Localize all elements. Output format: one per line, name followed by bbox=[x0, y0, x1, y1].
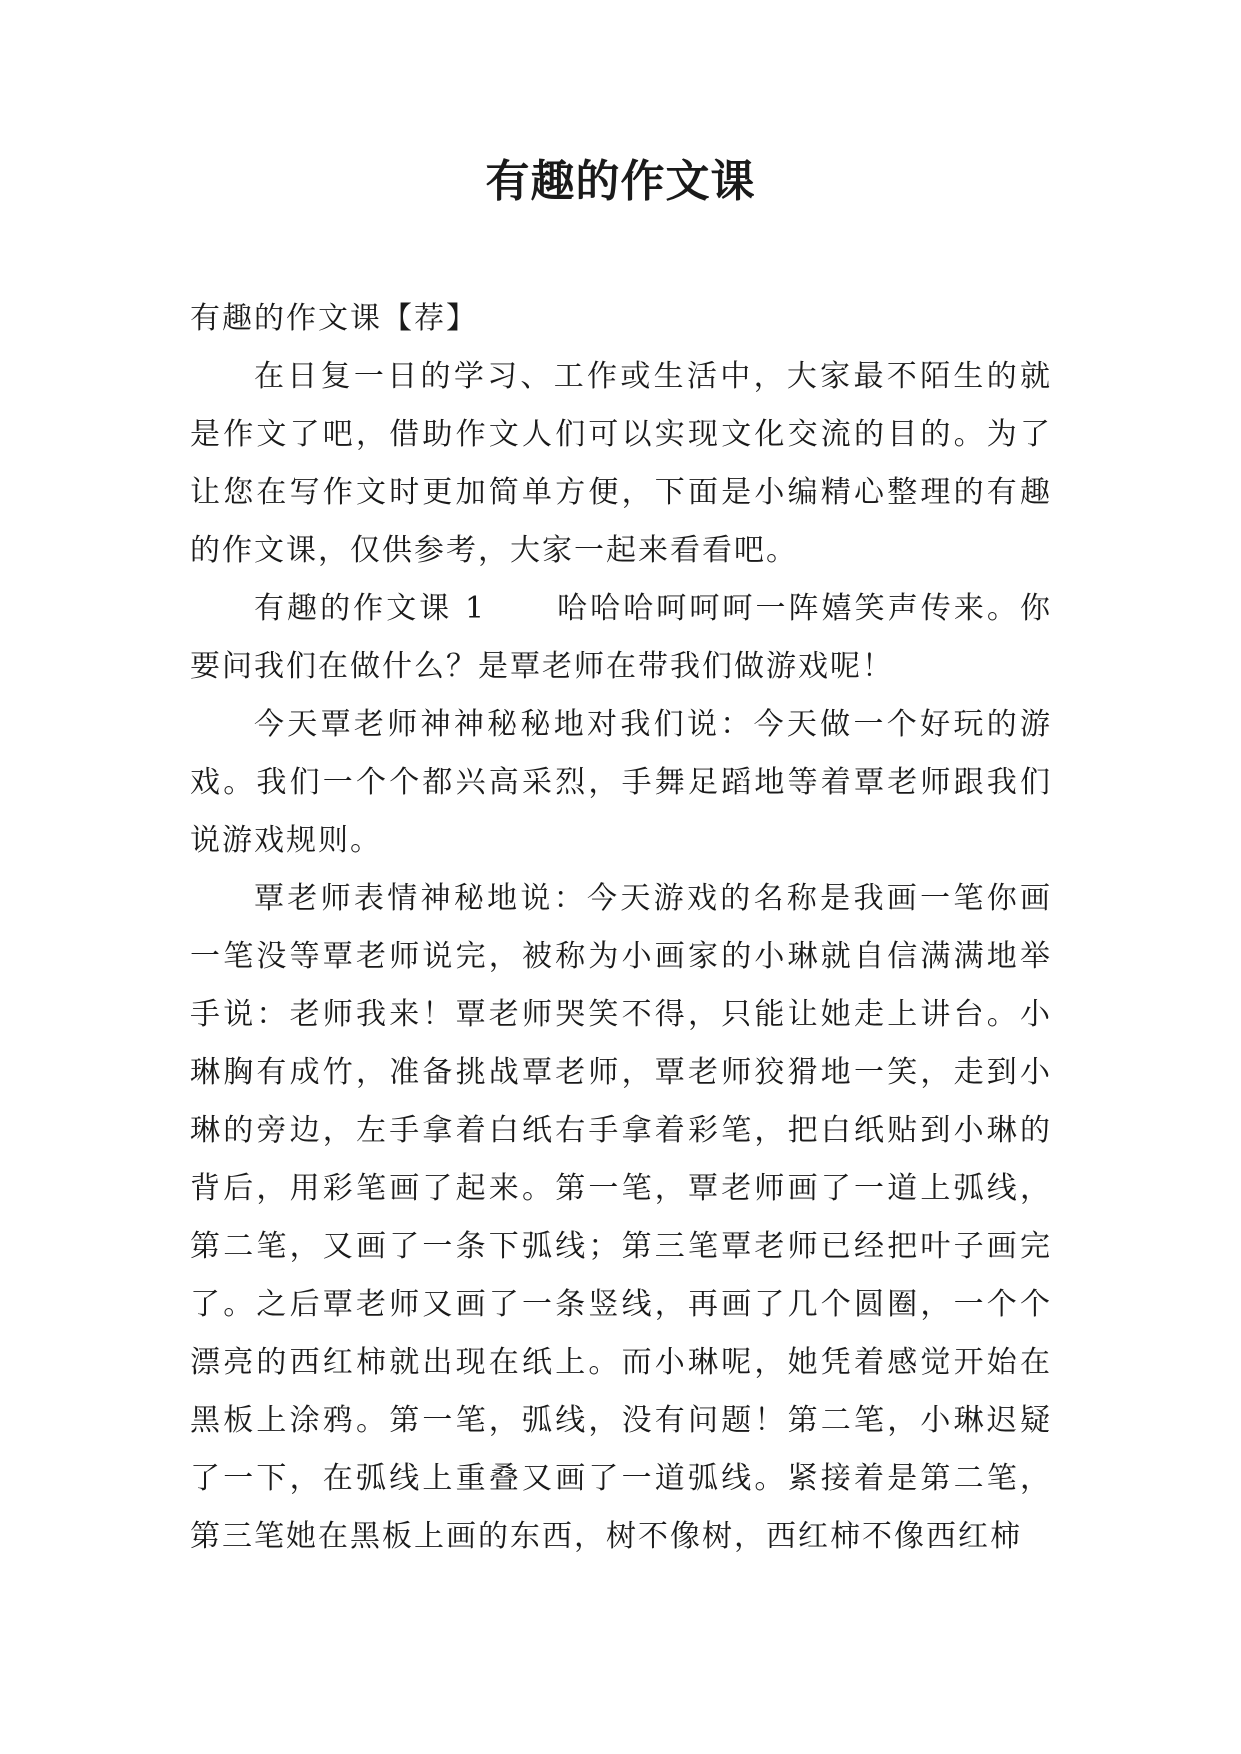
body-paragraph: 覃老师表情神秘地说：今天游戏的名称是我画一笔你画一笔没等覃老师说完，被称为小画家的小琳就自信满满地举手说：老师我来！覃老师哭笑不得，只能让她走上讲台。小琳胸有成竹，准备挑战覃老师，覃老师狡猾地一笑，走到小琳的旁边，左手拿着白纸右手拿着彩笔，把白纸贴到小琳的背后，用彩笔画了起来。第一笔，覃老师画了一道上弧线，第二笔，又画了一条下弧线；第三笔覃老师已经把叶子画完了。之后覃老师又画了一条竖线，再画了几个圆圈，一个个漂亮的西红柿就出现在纸上。而小琳呢，她凭着感觉开始在黑板上涂鸦。第一笔，弧线，没有问题！第二笔，小琳迟疑了一下，在弧线上重叠又画了一道弧线。紧接着是第二笔，第三笔她在黑板上画的东西，树不像树，西红柿不像西红柿 bbox=[190, 881, 1052, 1554]
section-lead: 哈哈哈呵呵呵一阵嬉笑声传来。你要问我们在做什么？是覃老师在带我们做游戏呢！ bbox=[190, 591, 1052, 684]
intro-paragraph: 在日复一日的学习、工作或生活中，大家最不陌生的就是作文了吧，借助作文人们可以实现文化交流的目的。为了让您在写作文时更加简单方便，下面是小编精心整理的有趣的作文课，仅供参考，大家一起来看看吧。 bbox=[190, 359, 1052, 568]
body-paragraph: 今天覃老师神神秘秘地对我们说：今天做一个好玩的游戏。我们一个个都兴高采烈，手舞足蹈地等着覃老师跟我们说游戏规则。 bbox=[190, 707, 1052, 858]
section-one-paragraph bbox=[190, 580, 1052, 696]
document-title: 有趣的作文课 bbox=[485, 156, 756, 207]
section-heading: 有趣的作文课 1 bbox=[254, 591, 487, 626]
document-subtitle: 有趣的作文课【荐】 bbox=[190, 301, 478, 336]
document-body bbox=[190, 290, 1052, 1566]
